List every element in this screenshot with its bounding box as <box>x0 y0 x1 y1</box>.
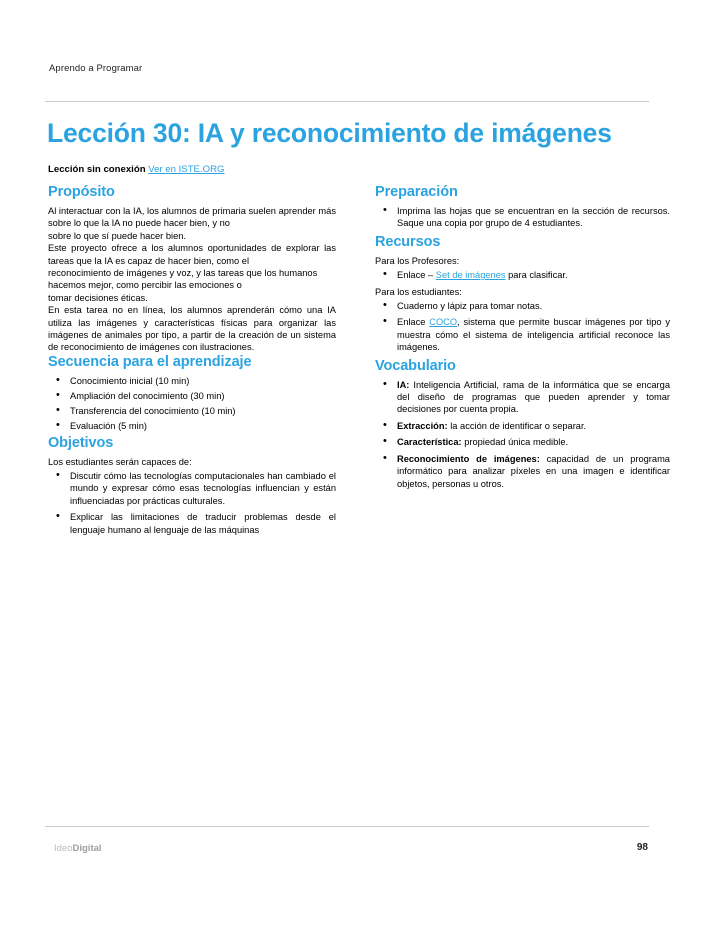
list-item <box>375 300 670 312</box>
resource-prefix: Enlace – <box>397 270 436 281</box>
purpose-paragraph-4: reconocimiento de imágenes y voz, y las tareas que los humanos hacemos mejor, como percibir las emociones o <box>48 268 318 291</box>
right-column <box>375 184 670 494</box>
left-column <box>48 184 336 540</box>
resources-teachers-list <box>375 269 670 281</box>
image-set-link[interactable]: Set de imágenes <box>435 270 506 281</box>
objectives-intro: Los estudiantes serán capaces de: <box>48 456 192 467</box>
coco-link[interactable]: COCO <box>429 317 458 328</box>
vocab-term: Extracción: <box>397 420 448 431</box>
brand-bold: Digital <box>72 843 102 854</box>
page-title: Lección 30: IA y reconocimiento de imágenes <box>47 118 612 148</box>
purpose-heading: Propósito <box>48 184 115 200</box>
preparation-list <box>375 205 670 230</box>
iste-link[interactable]: Ver en ISTE.ORG <box>148 164 225 175</box>
list-item: • Imprima las hojas que se encuentran en la sección de recursos. Saque una copia por grupo de 4 estudiantes. <box>375 205 670 230</box>
resources-heading: Recursos <box>375 233 441 250</box>
vocab-term: Característica: <box>397 437 462 448</box>
list-item: • Discutir cómo las tecnologías computacionales han cambiado el mundo y expresar cómo esas tecnologías influencian y están influenciadas por prácticas culturales. <box>48 470 336 507</box>
vocabulary-heading: Vocabulario <box>375 357 456 374</box>
header-breadcrumb: Aprendo a Programar <box>49 63 143 74</box>
list-item <box>375 269 670 281</box>
purpose-paragraph-1: Al interactuar con la IA, los alumnos de primaria suelen aprender más sobre lo que la IA no puede hacer bien, y no <box>48 206 336 229</box>
vocab-definition: capacidad de un programa informático para analizar píxeles en una imagen e identificar objetos, personas u otros. <box>397 453 670 489</box>
sequence-list <box>48 375 336 432</box>
list-item: • Explicar las limitaciones de traducir problemas desde el lenguaje humano al lenguaje de las máquinas <box>48 511 336 536</box>
header-divider <box>45 101 649 102</box>
brand-light: Ideo <box>54 843 73 854</box>
resource-prefix: Cuaderno y lápiz para tomar notas. <box>397 301 543 312</box>
sequence-heading: Secuencia para el aprendizaje <box>48 353 252 370</box>
lesson-subtitle-label: Lección sin conexión <box>48 164 146 175</box>
list-item <box>375 436 670 448</box>
objectives-list <box>48 470 336 536</box>
vocab-term: Reconocimiento de imágenes: <box>397 453 540 464</box>
purpose-paragraph-3: Este proyecto ofrece a los alumnos oportunidades de explorar las tareas que la IA es capaz de hacer bien, como el <box>48 243 336 266</box>
list-item: • Transferencia del conocimiento (10 min) <box>48 405 336 417</box>
vocab-definition: Inteligencia Artificial, rama de la informática que se encarga del diseño de programas que pueden aprender y tomar decisiones por cuenta propia. <box>397 379 670 415</box>
vocab-definition: la acción de identificar o separar. <box>447 420 587 431</box>
vocabulary-list <box>375 379 670 490</box>
footer-divider <box>45 826 649 827</box>
resources-students-label: Para los estudiantes: <box>375 286 462 297</box>
resources-teachers-label: Para los Profesores: <box>375 255 460 266</box>
purpose-paragraph-2: sobre lo que sí puede hacer bien. <box>48 230 187 241</box>
list-item: • Evaluación (5 min) <box>48 420 336 432</box>
list-item <box>375 379 670 416</box>
purpose-paragraph-6: En esta tarea no en línea, los alumnos aprenderán cómo una IA utiliza las imágenes y características físicas para organizar las imágenes de animales por tipo, a partir de la creación de un sistema de reconocimiento de imágenes con ilustraciones. <box>48 305 336 353</box>
page-number: 98 <box>636 842 648 853</box>
list-item <box>375 453 670 490</box>
list-item <box>375 316 670 353</box>
objectives-heading: Objetivos <box>48 434 114 451</box>
vocab-term: IA: <box>397 379 410 390</box>
list-item <box>375 420 670 432</box>
list-item: • Conocimiento inicial (10 min) <box>48 375 336 387</box>
resources-students-list <box>375 300 670 354</box>
vocab-definition: propiedad única medible. <box>461 437 569 448</box>
lesson-subtitle <box>48 164 224 175</box>
resource-suffix: , sistema que permite buscar imágenes por tipo y muestra cómo el sistema de inteligencia artificial reconoce las imágenes. <box>397 317 670 353</box>
resource-prefix: Enlace <box>397 317 430 328</box>
footer-brand <box>54 843 102 854</box>
resource-suffix: para clasificar. <box>505 270 568 281</box>
preparation-heading: Preparación <box>375 184 458 200</box>
list-item: • Ampliación del conocimiento (30 min) <box>48 390 336 402</box>
purpose-paragraph-5: tomar decisiones éticas. <box>48 292 148 303</box>
